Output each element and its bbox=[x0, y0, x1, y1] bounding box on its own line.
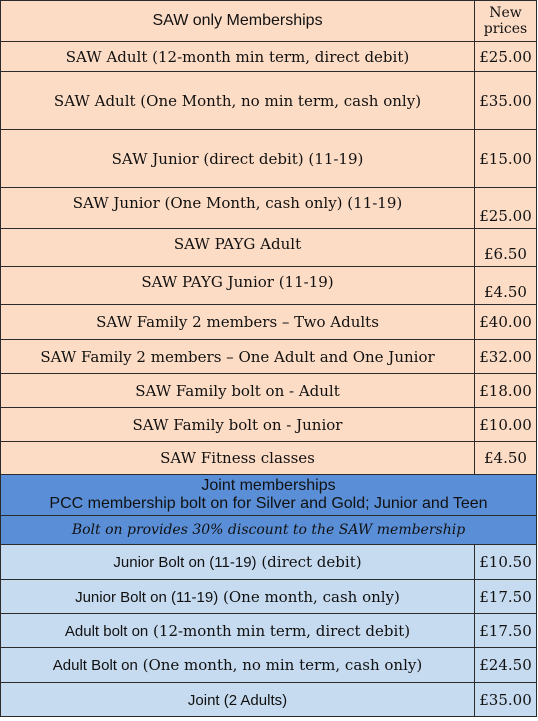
membership-name: SAW PAYG Adult bbox=[1, 229, 475, 267]
membership-name: SAW Adult (12-month min term, direct debit) bbox=[1, 42, 475, 72]
joint-title-line2: PCC membership bolt on for Silver and Gold; Junior and Teen bbox=[49, 495, 488, 512]
saw-header-row bbox=[1, 1, 537, 42]
joint-discount-note: Bolt on provides 30% discount to the SAW membership bbox=[1, 516, 537, 545]
membership-price: £25.00 bbox=[475, 42, 537, 72]
membership-name: SAW Family 2 members – Two Adults bbox=[1, 305, 475, 340]
table-row bbox=[1, 42, 537, 72]
membership-price: £40.00 bbox=[475, 305, 537, 340]
table-row bbox=[1, 614, 537, 648]
table-row bbox=[1, 188, 537, 229]
saw-section-title: SAW only Memberships bbox=[1, 1, 475, 42]
joint-membership-price: £17.50 bbox=[475, 614, 537, 648]
new-prices-header bbox=[475, 1, 537, 42]
joint-name-detail: (One month, cash only) bbox=[218, 587, 400, 606]
joint-name-main: Adult Bolt on bbox=[52, 657, 138, 674]
table-row bbox=[1, 267, 537, 305]
joint-name-detail: (direct debit) bbox=[256, 553, 362, 571]
membership-price: £6.50 bbox=[475, 229, 537, 267]
joint-membership-name bbox=[1, 648, 475, 683]
new-prices-header-line1: New bbox=[489, 5, 522, 21]
membership-name: SAW Family 2 members – One Adult and One Junior bbox=[1, 340, 475, 374]
joint-header-row bbox=[1, 475, 537, 516]
joint-title-line1: Joint memberships bbox=[201, 477, 336, 494]
table-row bbox=[1, 580, 537, 614]
joint-membership-name bbox=[1, 580, 475, 614]
joint-name-main: Joint (2 Adults) bbox=[187, 691, 288, 709]
table-row bbox=[1, 374, 537, 408]
table-row bbox=[1, 648, 537, 683]
table-row bbox=[1, 545, 537, 580]
joint-membership-price: £35.00 bbox=[475, 683, 537, 717]
joint-membership-price: £24.50 bbox=[475, 648, 537, 683]
table-row bbox=[1, 72, 537, 130]
membership-name: SAW Adult (One Month, no min term, cash only) bbox=[1, 72, 475, 130]
membership-price: £15.00 bbox=[475, 130, 537, 188]
membership-name: SAW Fitness classes bbox=[1, 442, 475, 475]
table-row bbox=[1, 305, 537, 340]
membership-price: £32.00 bbox=[475, 340, 537, 374]
membership-name: SAW Family bolt on - Junior bbox=[1, 408, 475, 442]
membership-price: £10.00 bbox=[475, 408, 537, 442]
membership-price: £4.50 bbox=[475, 267, 537, 305]
membership-name: SAW PAYG Junior (11-19) bbox=[1, 267, 475, 305]
joint-name-main: Adult bolt on bbox=[64, 622, 149, 640]
membership-price: £4.50 bbox=[475, 442, 537, 475]
membership-name: SAW Junior (direct debit) (11-19) bbox=[1, 130, 475, 188]
membership-price: £35.00 bbox=[475, 72, 537, 130]
membership-price: £25.00 bbox=[475, 188, 537, 229]
joint-section-title bbox=[1, 475, 537, 516]
new-prices-header-line2: prices bbox=[483, 21, 528, 37]
table-row bbox=[1, 229, 537, 267]
table-row bbox=[1, 130, 537, 188]
table-row bbox=[1, 683, 537, 717]
table-row bbox=[1, 442, 537, 475]
membership-name: SAW Junior (One Month, cash only) (11-19) bbox=[1, 188, 475, 229]
table-row bbox=[1, 340, 537, 374]
table-row bbox=[1, 408, 537, 442]
joint-membership-price: £17.50 bbox=[475, 580, 537, 614]
joint-name-detail: (12-month min term, direct debit) bbox=[148, 621, 411, 640]
joint-name-main: Junior Bolt on (11-19) bbox=[113, 554, 257, 571]
joint-name-detail: (One month, no min term, cash only) bbox=[137, 656, 423, 674]
joint-membership-price: £10.50 bbox=[475, 545, 537, 580]
joint-membership-name bbox=[1, 545, 475, 580]
membership-price: £18.00 bbox=[475, 374, 537, 408]
joint-membership-name bbox=[1, 683, 475, 717]
joint-note-row bbox=[1, 516, 537, 545]
membership-name: SAW Family bolt on - Adult bbox=[1, 374, 475, 408]
joint-name-main: Junior Bolt on (11-19) bbox=[75, 588, 219, 606]
joint-membership-name bbox=[1, 614, 475, 648]
